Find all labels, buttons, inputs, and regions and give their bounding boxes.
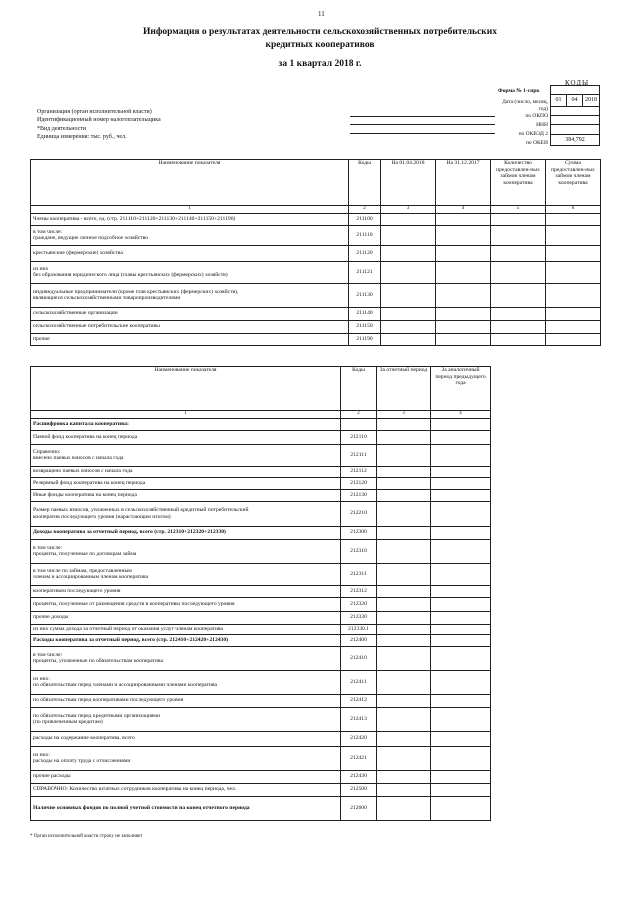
value-cell[interactable] [546,307,601,320]
row-label-subtext: кооператив последующего уровня (нарастающим итогом) [33,513,171,520]
value-cell[interactable] [431,694,491,707]
header-codes: Коды [349,160,381,206]
value-cell[interactable] [546,213,601,225]
col-number: 3 [381,206,436,214]
table-row [31,746,491,770]
row-label-text: прочие расходы [33,773,71,780]
row-label-text: по обязательствам перед кредитными организациями [33,712,160,719]
table1-number-row [31,206,601,214]
table-row [31,320,601,333]
value-cell[interactable] [436,307,491,320]
row-label-text: Справочно: [33,448,61,455]
row-code: 212120 [341,477,377,489]
value-cell[interactable] [377,634,431,646]
okpo-label: по ОКПО [525,113,548,119]
row-label-subtext: по обязательствам перед членами и ассоциированными членами кооператива [33,682,217,688]
row-code: 212412 [341,694,377,707]
table-row [31,466,491,477]
row-label [31,444,341,466]
value-cell[interactable] [377,731,431,746]
value-cell[interactable] [546,245,601,261]
row-label-text: Резервный фонд кооператива на конец периода [33,479,146,486]
table-row [31,489,491,501]
header-name: Наименование показателя [31,160,349,206]
row-label-subtext: без образования юридического лица (главы крестьянских (фермерских) хозяйств) [33,272,228,278]
value-cell[interactable] [381,283,436,307]
value-cell[interactable] [431,796,491,820]
value-cell[interactable] [431,526,491,539]
row-label [31,597,341,611]
form-label: Форма № 1-спрк [498,88,540,94]
value-cell[interactable] [546,261,601,283]
value-cell[interactable] [431,783,491,796]
value-cell[interactable] [377,783,431,796]
row-code: 212320 [341,597,377,611]
row-label-text: кооперативом последующего уровня [33,587,121,594]
row-label [31,333,349,345]
row-label [31,731,341,746]
value-cell[interactable] [431,430,491,444]
row-label-text: СПРАВОЧНО: Количество штатных сотрудников кооператива на конец периода, чел. [33,786,237,793]
value-cell[interactable] [377,466,431,477]
header-name: Наименование показателя [31,367,341,411]
row-code: 211190 [349,333,381,345]
date-year-cell[interactable]: 2018 [582,94,600,107]
row-code: 212210 [341,501,377,526]
row-label-text: по обязательствам перед кооперативами последующего уровня [33,697,184,704]
row-label [31,746,341,770]
row-code: 211150 [349,320,381,333]
table2-number-row [31,411,491,419]
value-cell[interactable] [377,489,431,501]
org-input-line[interactable] [350,116,495,117]
value-cell[interactable] [546,283,601,307]
table-row [31,245,601,261]
value-cell[interactable] [377,770,431,783]
row-label [31,770,341,783]
row-label [31,783,341,796]
row-label [31,707,341,731]
value-cell[interactable] [431,770,491,783]
row-label [31,307,349,320]
codes-label: КОДЫ [565,79,590,87]
value-cell[interactable] [381,213,436,225]
table-row [31,539,491,563]
value-cell[interactable] [436,283,491,307]
okved-label: по ОКВЭД 2 [518,131,548,137]
value-cell[interactable] [381,245,436,261]
value-cell[interactable] [377,477,431,489]
table-row [31,261,601,283]
value-cell[interactable] [431,634,491,646]
table-row [31,796,491,820]
row-label-text: из них: [33,675,50,682]
row-label-text: из них: [33,751,50,758]
row-code: 212112 [341,466,377,477]
table-row [31,563,491,585]
value-cell[interactable] [491,245,546,261]
row-label-subtext: проценты, полученные по договорам займа [33,551,137,557]
table-row [31,731,491,746]
col-number: 1 [31,206,349,214]
row-label-text: Размер паевых взносов, уплаченных в сельскохозяйственный кредитный потребительский [33,507,249,513]
row-code: 211130 [349,283,381,307]
value-cell[interactable] [546,320,601,333]
value-cell[interactable] [377,707,431,731]
header-prev-period: За аналогичный период предыдущего года [431,367,491,411]
inn-field-label: Идентификационный номер налогоплательщика [37,117,161,123]
value-cell[interactable] [491,307,546,320]
title-line-1: Информация о результатах деятельности сельскохозяйственных потребительских [142,27,497,37]
row-code: 212330.1 [341,624,377,634]
inn-input-line[interactable] [350,124,495,125]
row-label [31,634,341,646]
value-cell[interactable] [436,261,491,283]
value-cell[interactable] [431,418,491,430]
date-day-cell[interactable]: 01 [550,94,567,107]
row-label-text: в том числе: [33,544,63,551]
table-row [31,783,491,796]
row-label [31,489,341,501]
value-cell[interactable] [436,245,491,261]
row-code: 212330 [341,611,377,624]
value-cell[interactable] [377,646,431,670]
value-cell[interactable] [377,611,431,624]
value-cell[interactable] [431,489,491,501]
value-cell[interactable] [431,731,491,746]
header-report-period: За отчетный период [377,367,431,411]
okei-label: по ОКЕИ [525,140,548,146]
inn-label: ИНН [536,122,548,128]
value-cell[interactable] [546,333,601,345]
value-cell[interactable] [436,225,491,245]
title-line-2: кредитных кооперативов [265,40,375,50]
row-label [31,466,341,477]
row-label [31,563,341,585]
value-cell[interactable] [491,283,546,307]
table-row [31,634,491,646]
col-number: 2 [349,206,381,214]
value-cell[interactable] [377,539,431,563]
row-label-subtext: являющиеся сельскохозяйственными товаропроизводителями [33,295,181,301]
table-row [31,225,601,245]
col-number: 4 [431,411,491,419]
row-label-subtext: граждане, ведущие личное подсобное хозяйство [33,235,149,241]
row-label-text: в том числе: [33,651,63,658]
value-cell[interactable] [377,418,431,430]
table1-body [31,213,601,345]
header-loan-sum: Сумма предоставлен-ных займов членам кооператива [546,160,601,206]
value-cell[interactable] [377,670,431,694]
row-label-text: Доходы кооператива за отчетный период, всего (стр. 212310+212320+212330) [33,529,226,536]
row-label [31,585,341,597]
date-label: Дата (число, месяц, год) [502,99,548,112]
row-label-text: индивидуальные предприниматели (кроме глав крестьянских (фермерских) хозяйств), [33,288,239,295]
row-code: 212130 [341,489,377,501]
row-code: 211110 [349,225,381,245]
table-row [31,611,491,624]
value-cell[interactable] [381,307,436,320]
org-label: Организация (орган исполнительной власти) [37,109,152,115]
row-label [31,796,341,820]
table-row [31,477,491,489]
value-cell[interactable] [491,225,546,245]
value-cell[interactable] [431,746,491,770]
table1-header-row [31,160,601,206]
row-code: 212600 [341,796,377,820]
row-label [31,646,341,670]
row-label-text: Члены кооператива - всего, ед. (стр. 211110+211120+211130+211140+211150+211190) [33,215,236,222]
value-cell[interactable] [377,694,431,707]
okei-cell[interactable]: 384,792 [550,134,600,146]
row-label-text: проценты, полученные от размещения средств в кооперативы последующего уровня [33,600,235,607]
col-number: 6 [546,206,601,214]
row-code: 211140 [349,307,381,320]
row-label-text: возвращено паевых взносов с начала года [33,468,133,475]
row-code: 212300 [341,526,377,539]
row-code: 211121 [349,261,381,283]
header-codes: Коды [341,367,377,411]
capital-table [30,366,491,821]
row-label-text: Наличие основных фондов по полной учетной стоимости на конец отчетного периода [33,804,250,811]
value-cell[interactable] [377,430,431,444]
unit-label: Единица измерения: тыс. руб., чел. [37,134,127,140]
table-row [31,283,601,307]
row-label-text: в том числе: [33,228,63,235]
table-row [31,707,491,731]
row-label-text: в том числе по займам, предоставленным [33,567,132,574]
value-cell[interactable] [431,670,491,694]
table-row [31,770,491,783]
row-code: 212420 [341,731,377,746]
date-month-cell[interactable]: 04 [566,94,583,107]
value-cell[interactable] [377,796,431,820]
value-cell[interactable] [377,746,431,770]
row-code: 212500 [341,783,377,796]
row-label [31,694,341,707]
value-cell[interactable] [491,261,546,283]
row-label [31,320,349,333]
table-row [31,307,601,320]
row-label [31,624,341,634]
row-label [31,261,349,283]
value-cell[interactable] [491,333,546,345]
value-cell[interactable] [436,320,491,333]
row-label-text: расходы на содержание кооператива, всего [33,735,135,742]
value-cell[interactable] [431,585,491,597]
value-cell[interactable] [431,646,491,670]
row-label-text: сельскохозяйственные потребительские кооперативы [33,323,160,330]
row-label [31,418,341,430]
value-cell[interactable] [431,466,491,477]
col-number: 2 [341,411,377,419]
row-code: 212312 [341,585,377,597]
row-label-text: прочие [33,335,50,342]
row-label [31,245,349,261]
value-cell[interactable] [377,501,431,526]
table-row [31,418,491,430]
table-row [31,430,491,444]
value-cell[interactable] [377,563,431,585]
activity-label: *Вид деятельности [37,126,87,132]
table-row [31,213,601,225]
row-label [31,526,341,539]
row-label [31,539,341,563]
col-number: 4 [436,206,491,214]
table-row [31,333,601,345]
row-code: 212110 [341,430,377,444]
row-label-text: Иные фонды кооператива на конец периода [33,491,137,498]
value-cell[interactable] [431,707,491,731]
row-label [31,213,349,225]
row-label-subtext: проценты, уплаченные по обязательствам кооператива [33,658,163,664]
row-label-subtext: внесено паевых взносов с начала года [33,455,124,461]
col-number: 5 [491,206,546,214]
value-cell[interactable] [431,611,491,624]
table-row [31,444,491,466]
row-code: 212400 [341,634,377,646]
value-cell[interactable] [491,213,546,225]
value-cell[interactable] [381,333,436,345]
row-label-text: из них [33,265,49,272]
value-cell[interactable] [381,225,436,245]
row-label-subtext: членам и ассоциированным членам кооператива [33,574,149,580]
activity-input-line[interactable] [350,133,495,134]
table-row [31,694,491,707]
row-label-subtext: (по привлеченным кредитам) [33,719,103,725]
header-loan-count: Количество предоставлен-ных займов членам кооператива [491,160,546,206]
footnote: * Орган исполнительной власти строку не заполняет [30,834,143,839]
row-code: 212413 [341,707,377,731]
table-row [31,585,491,597]
table-row [31,501,491,526]
row-label-text: Расходы кооператива за отчетный период, всего (стр. 212410+212420+212430) [33,636,229,643]
row-code: 212430 [341,770,377,783]
value-cell[interactable] [381,261,436,283]
value-cell[interactable] [436,213,491,225]
col-number: 3 [377,411,431,419]
value-cell[interactable] [546,225,601,245]
members-table [30,159,601,346]
row-label [31,430,341,444]
value-cell[interactable] [436,333,491,345]
table2-body [31,418,491,820]
row-code: 212411 [341,670,377,694]
row-label-text: прочие доходы [33,614,69,621]
row-code [341,418,377,430]
row-label-text: Паевой фонд кооператива на конец периода [33,433,138,440]
table-row [31,670,491,694]
row-label-text: сельскохозяйственные организации [33,310,118,317]
value-cell[interactable] [491,320,546,333]
row-label-text: крестьянские (фермерские) хозяйства [33,249,123,256]
value-cell[interactable] [377,624,431,634]
table-row [31,624,491,634]
value-cell[interactable] [377,597,431,611]
row-code: 211100 [349,213,381,225]
row-label [31,670,341,694]
row-label [31,477,341,489]
value-cell[interactable] [431,477,491,489]
header-on-date-1: На 01.04.2018 [381,160,436,206]
row-label-text: Расшифровка капитала кооператива: [33,420,129,427]
row-code: 212310 [341,539,377,563]
row-code: 212111 [341,444,377,466]
row-label-subtext: расходы на оплату труда с отчислениями [33,758,131,764]
row-code: 212421 [341,746,377,770]
value-cell[interactable] [377,444,431,466]
row-label [31,611,341,624]
table-row [31,526,491,539]
value-cell[interactable] [431,597,491,611]
row-label-text: из них сумма дохода за отчетный период от оказания услуг членам кооператива [33,625,223,632]
row-code: 212410 [341,646,377,670]
row-code: 211120 [349,245,381,261]
value-cell[interactable] [431,539,491,563]
page-number: 11 [318,10,325,18]
header-on-date-2: На 31.12.2017 [436,160,491,206]
row-label [31,225,349,245]
value-cell[interactable] [431,501,491,526]
table-row [31,597,491,611]
table2-header-row [31,367,491,411]
value-cell[interactable] [381,320,436,333]
row-code: 212311 [341,563,377,585]
value-cell[interactable] [377,526,431,539]
value-cell[interactable] [377,585,431,597]
title-line-3: за 1 квартал 2018 г. [278,59,362,69]
col-number: 1 [31,411,341,419]
value-cell[interactable] [431,563,491,585]
value-cell[interactable] [431,624,491,634]
table-row [31,646,491,670]
row-label [31,283,349,307]
value-cell[interactable] [431,444,491,466]
row-label [31,501,341,526]
